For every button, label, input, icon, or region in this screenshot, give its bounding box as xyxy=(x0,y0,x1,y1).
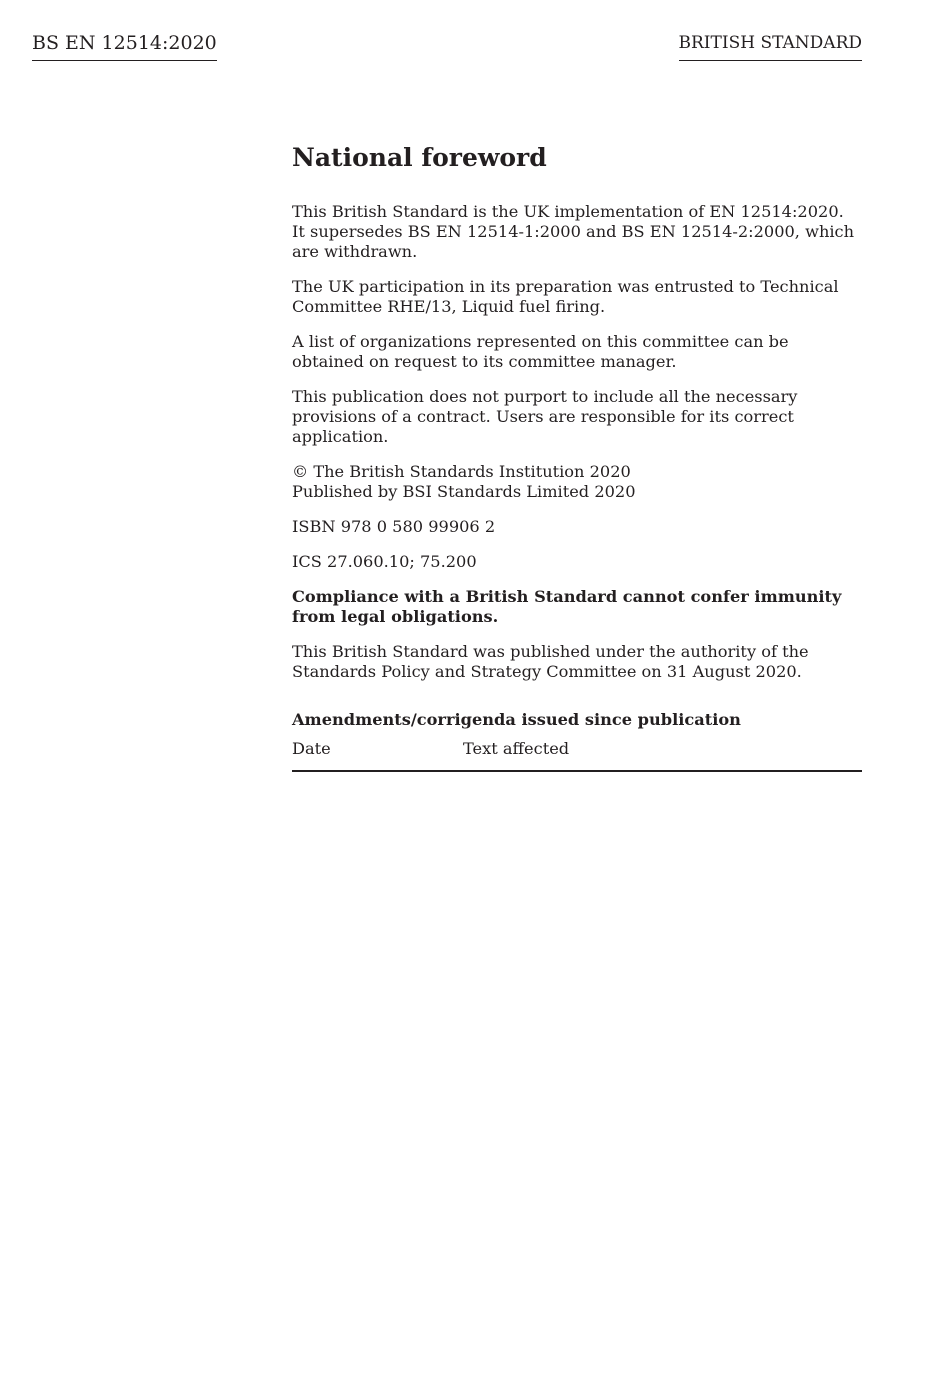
implementation-paragraph xyxy=(292,202,862,262)
authority-paragraph: This British Standard was published under the authority of the Standards Policy and Strategy Committee on 31 August 2020. xyxy=(292,642,809,681)
implementation-line: This British Standard is the UK implementation of EN 12514:2020. xyxy=(292,202,844,221)
organizations-paragraph: A list of organizations represented on this committee can be obtained on request to its committee manager. xyxy=(292,332,789,371)
amendments-table-header xyxy=(292,739,862,772)
copyright-paragraph xyxy=(292,462,862,502)
participation-paragraph: The UK participation in its preparation was entrusted to Technical Committee RHE/13, Liquid fuel firing. xyxy=(292,277,839,316)
supersedes-line: It supersedes BS EN 12514-1:2000 and BS EN 12514-2:2000, which are withdrawn. xyxy=(292,222,855,261)
national-foreword-section xyxy=(292,142,862,772)
ics-paragraph: ICS 27.060.10; 75.200 xyxy=(292,552,477,571)
amendments-title: Amendments/corrigenda issued since publication xyxy=(292,710,741,729)
header-document-id: BS EN 12514:2020 xyxy=(32,31,217,61)
isbn-paragraph: ISBN 978 0 580 99906 2 xyxy=(292,517,496,536)
copyright-line: © The British Standards Institution 2020 xyxy=(292,462,631,481)
page-title: National foreword xyxy=(292,143,547,172)
amendments-date-column: Date xyxy=(292,739,331,758)
compliance-paragraph: Compliance with a British Standard cannot confer immunity from legal obligations. xyxy=(292,587,842,626)
provisions-paragraph: This publication does not purport to include all the necessary provisions of a contract. Users are responsible for its correct application. xyxy=(292,387,798,446)
header-document-type: BRITISH STANDARD xyxy=(679,32,862,61)
publisher-line: Published by BSI Standards Limited 2020 xyxy=(292,482,636,501)
amendments-text-column: Text affected xyxy=(463,739,570,758)
